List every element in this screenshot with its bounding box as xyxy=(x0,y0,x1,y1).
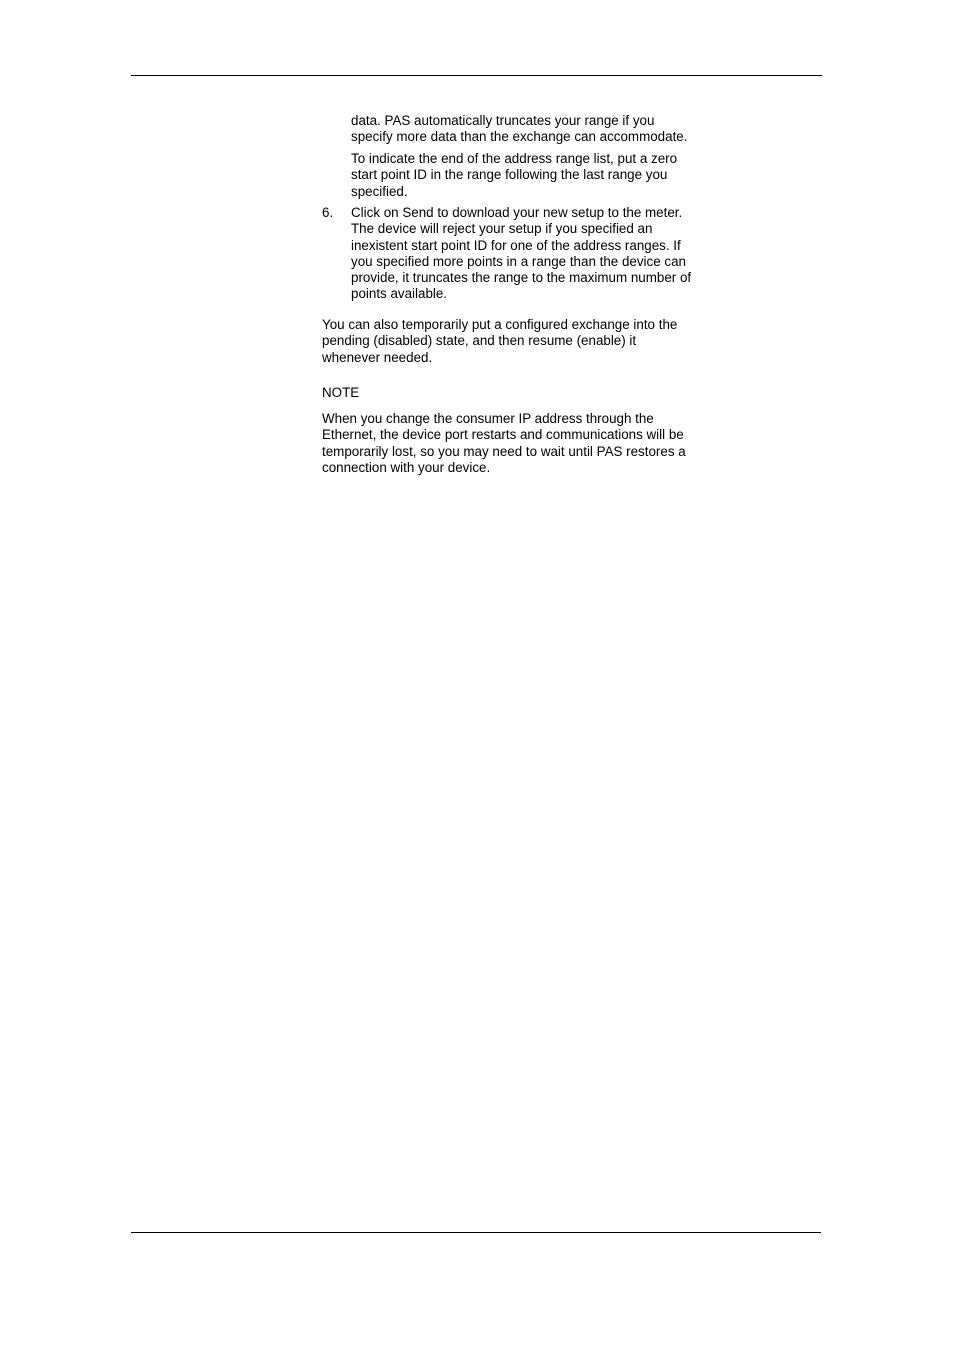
footer-rule xyxy=(131,1232,821,1233)
paragraph-line: You can also temporarily put a configured exchange into the xyxy=(322,317,678,332)
paragraph-line: specify more data than the exchange can accommodate. xyxy=(351,129,688,145)
paragraph-line: pending (disabled) state, and then resume (enable) it xyxy=(322,333,637,349)
step-text xyxy=(351,205,691,303)
paragraph-line: temporarily lost, so you may need to wait until PAS restores a xyxy=(322,443,686,459)
note-paragraph xyxy=(322,411,686,476)
paragraph-line: specified. xyxy=(351,183,408,199)
paragraph-line: When you change the consumer IP address through the xyxy=(322,411,654,426)
paragraph-line: Click on Send to download your new setup to the meter. xyxy=(351,205,683,220)
paragraph-line: whenever needed. xyxy=(322,349,433,365)
paragraph-line: The device will reject your setup if you specified an xyxy=(351,221,653,237)
end-of-list-paragraph xyxy=(351,151,677,200)
paragraph-line: start point ID in the range following the last range you xyxy=(351,167,668,183)
paragraph-line: Ethernet, the device port restarts and communications will be xyxy=(322,427,684,443)
paragraph-line: points available. xyxy=(351,286,448,302)
paragraph-line: provide, it truncates the range to the maximum number of xyxy=(351,270,692,286)
paragraph-line: inexistent start point ID for one of the address ranges. If xyxy=(351,237,681,253)
paragraph-line: To indicate the end of the address range list, put a zero xyxy=(351,151,678,166)
step-number: 6. xyxy=(322,205,334,220)
pending-state-paragraph xyxy=(322,317,677,366)
paragraph-line: you specified more points in a range than the device can xyxy=(351,253,686,269)
header-rule xyxy=(131,75,822,76)
paragraph-line: connection with your device. xyxy=(322,459,491,475)
note-label: NOTE xyxy=(322,385,360,400)
continuation-paragraph xyxy=(351,113,687,146)
paragraph-line: data. PAS automatically truncates your range if you xyxy=(351,113,655,128)
